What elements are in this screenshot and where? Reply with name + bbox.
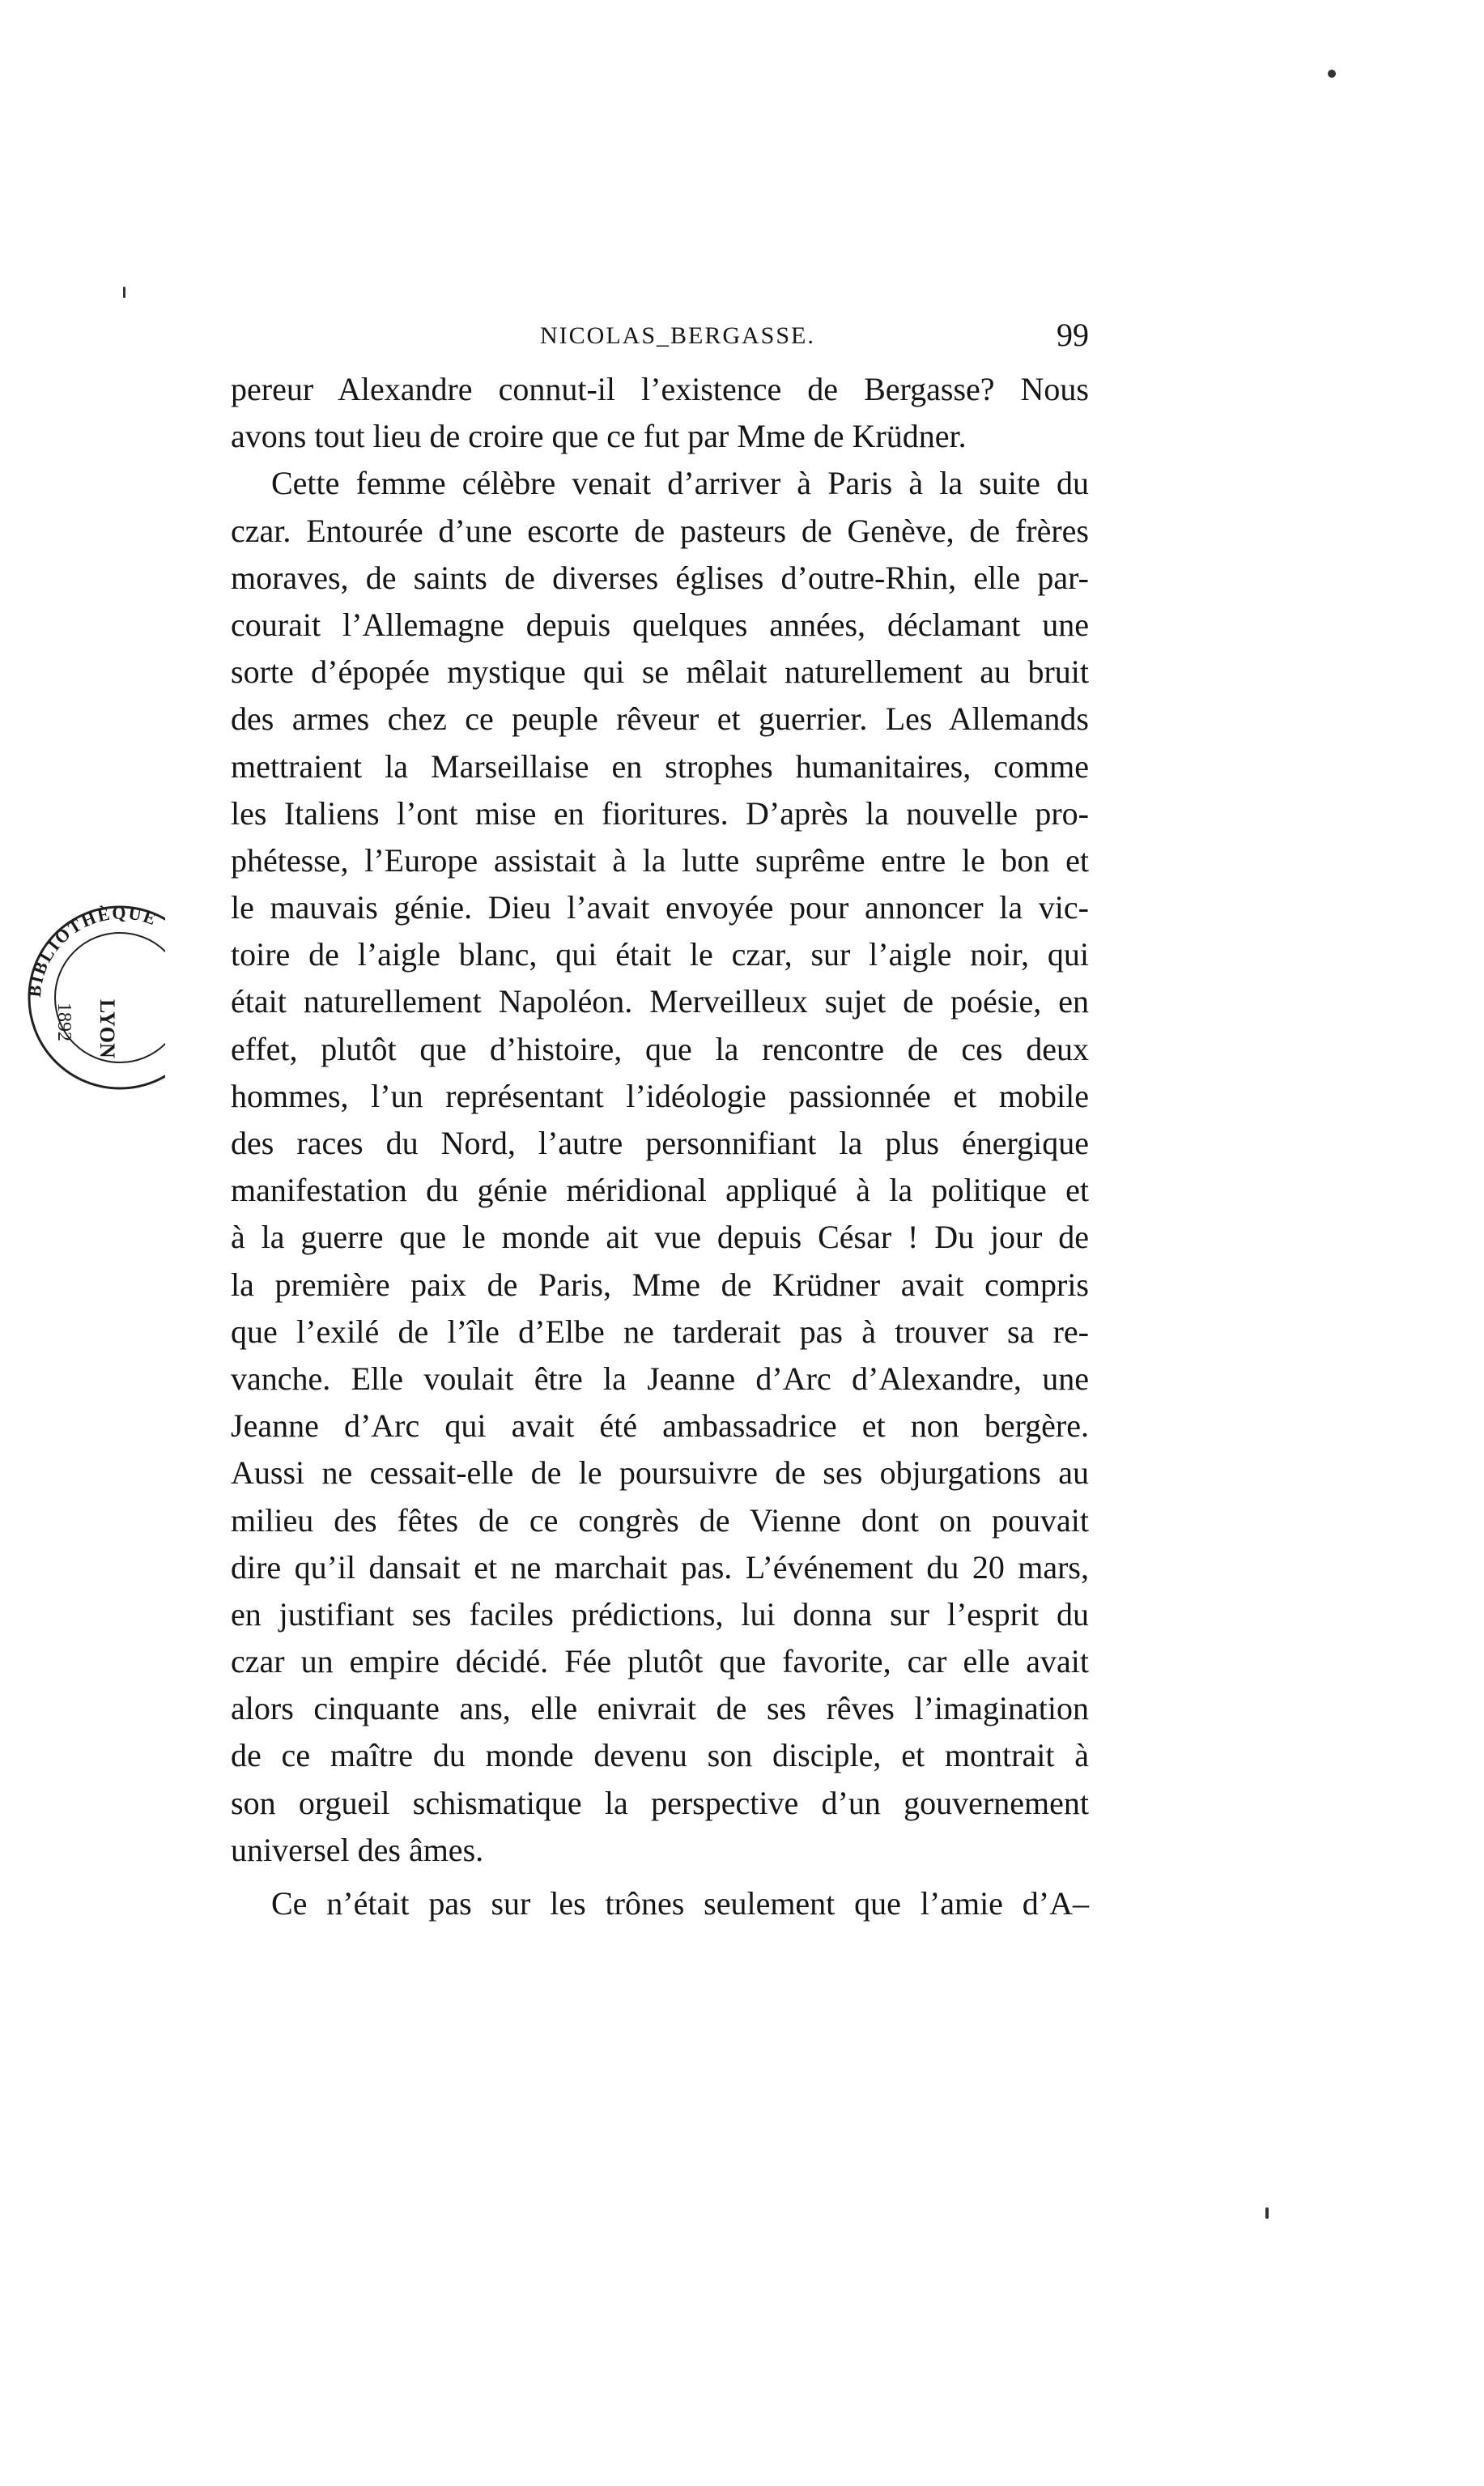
stamp-outer-ring — [29, 907, 165, 1088]
text-line: czar. Entourée d’une escorte de pasteurs de Genève, de frères — [231, 512, 1089, 549]
text-line: le mauvais génie. Dieu l’avait envoyée pour annoncer la vic- — [231, 889, 1089, 926]
text-line: sorte d’épopée mystique qui se mêlait naturellement au bruit — [231, 653, 1089, 691]
text-line: des races du Nord, l’autre personnifiant la plus énergique — [231, 1125, 1089, 1161]
text-line: courait l’Allemagne depuis quelques années, déclamant une — [231, 606, 1089, 643]
running-title: NICOLAS_BERGASSE. — [540, 322, 815, 349]
stamp-center-text: LYON — [96, 999, 119, 1058]
stamp-top-text: BIBLIOTHÈQUE — [23, 902, 160, 998]
text-line: la première paix de Paris, Mme de Krüdner avait compris — [231, 1266, 1089, 1303]
speck-mark — [1265, 2207, 1269, 2219]
text-line: mettraient la Marseillaise en strophes humanitaires, comme — [231, 747, 1089, 785]
text-line: de ce maître du monde devenu son disciple, et montrait à — [231, 1737, 1089, 1774]
text-line: son orgueil schismatique la perspective d’un gouvernement — [231, 1784, 1089, 1821]
text-line: milieu des fêtes de ce congrès de Vienne dont on pouvait — [231, 1501, 1089, 1539]
text-line: Jeanne d’Arc qui avait été ambassadrice et non bergère. — [231, 1407, 1089, 1445]
page-number: 99 — [1057, 317, 1089, 353]
library-stamp — [23, 897, 165, 1098]
text-line: que l’exilé de l’île d’Elbe ne tarderait pas à trouver sa re- — [231, 1313, 1089, 1350]
text-line: les Italiens l’ont mise en fioritures. D’après la nouvelle pro- — [231, 794, 1089, 832]
text-line: toire de l’aigle blanc, qui était le czar, sur l’aigle noir, qui — [231, 936, 1089, 973]
running-header — [231, 316, 1089, 356]
text-line: vanche. Elle voulait être la Jeanne d’Arc d’Alexandre, une — [231, 1360, 1089, 1397]
text-line: pereur Alexandre connut-il l’existence de Bergasse? Nous — [231, 371, 1089, 407]
text-line: hommes, l’un représentant l’idéologie passionnée et mobile — [231, 1077, 1089, 1114]
text-line: Cette femme célèbre venait d’arriver à Paris à la suite du — [271, 465, 1089, 502]
text-line: phétesse, l’Europe assistait à la lutte suprême entre le bon et — [231, 841, 1089, 879]
text-line: avons tout lieu de croire que ce fut par Mme de Krüdner. — [231, 418, 967, 455]
text-line: à la guerre que le monde ait vue depuis César ! Du jour de — [231, 1219, 1089, 1256]
text-line: Ce n’était pas sur les trônes seulement que l’amie d’A– — [271, 1885, 1089, 1922]
speck-mark — [123, 287, 125, 298]
text-line: alors cinquante ans, elle enivrait de ses rêves l’imagination — [231, 1690, 1089, 1727]
text-line: universel des âmes. — [231, 1831, 484, 1868]
text-line: dire qu’il dansait et ne marchait pas. L’événement du 20 mars, — [231, 1548, 1089, 1586]
text-line: moraves, de saints de diverses églises d’outre-Rhin, elle par- — [231, 559, 1089, 596]
text-line: czar un empire décidé. Fée plutôt que favorite, car elle avait — [231, 1643, 1089, 1680]
speck-mark — [1328, 70, 1336, 78]
text-line: effet, plutôt que d’histoire, que la rencontre de ces deux — [231, 1030, 1089, 1067]
text-line: était naturellement Napoléon. Merveilleux sujet de poésie, en — [231, 983, 1089, 1020]
stamp-year: 1892 — [53, 1002, 74, 1041]
body-text — [231, 366, 1089, 1927]
library-stamp-graphic — [23, 897, 165, 1098]
text-line: Aussi ne cessait-elle de le poursuivre de ses objurgations au — [231, 1454, 1089, 1492]
text-line: des armes chez ce peuple rêveur et guerrier. Les Allemands — [231, 700, 1089, 738]
text-line: manifestation du génie méridional appliqué à la politique et — [231, 1172, 1089, 1209]
text-line: en justifiant ses faciles prédictions, lui donna sur l’esprit du — [231, 1595, 1089, 1633]
